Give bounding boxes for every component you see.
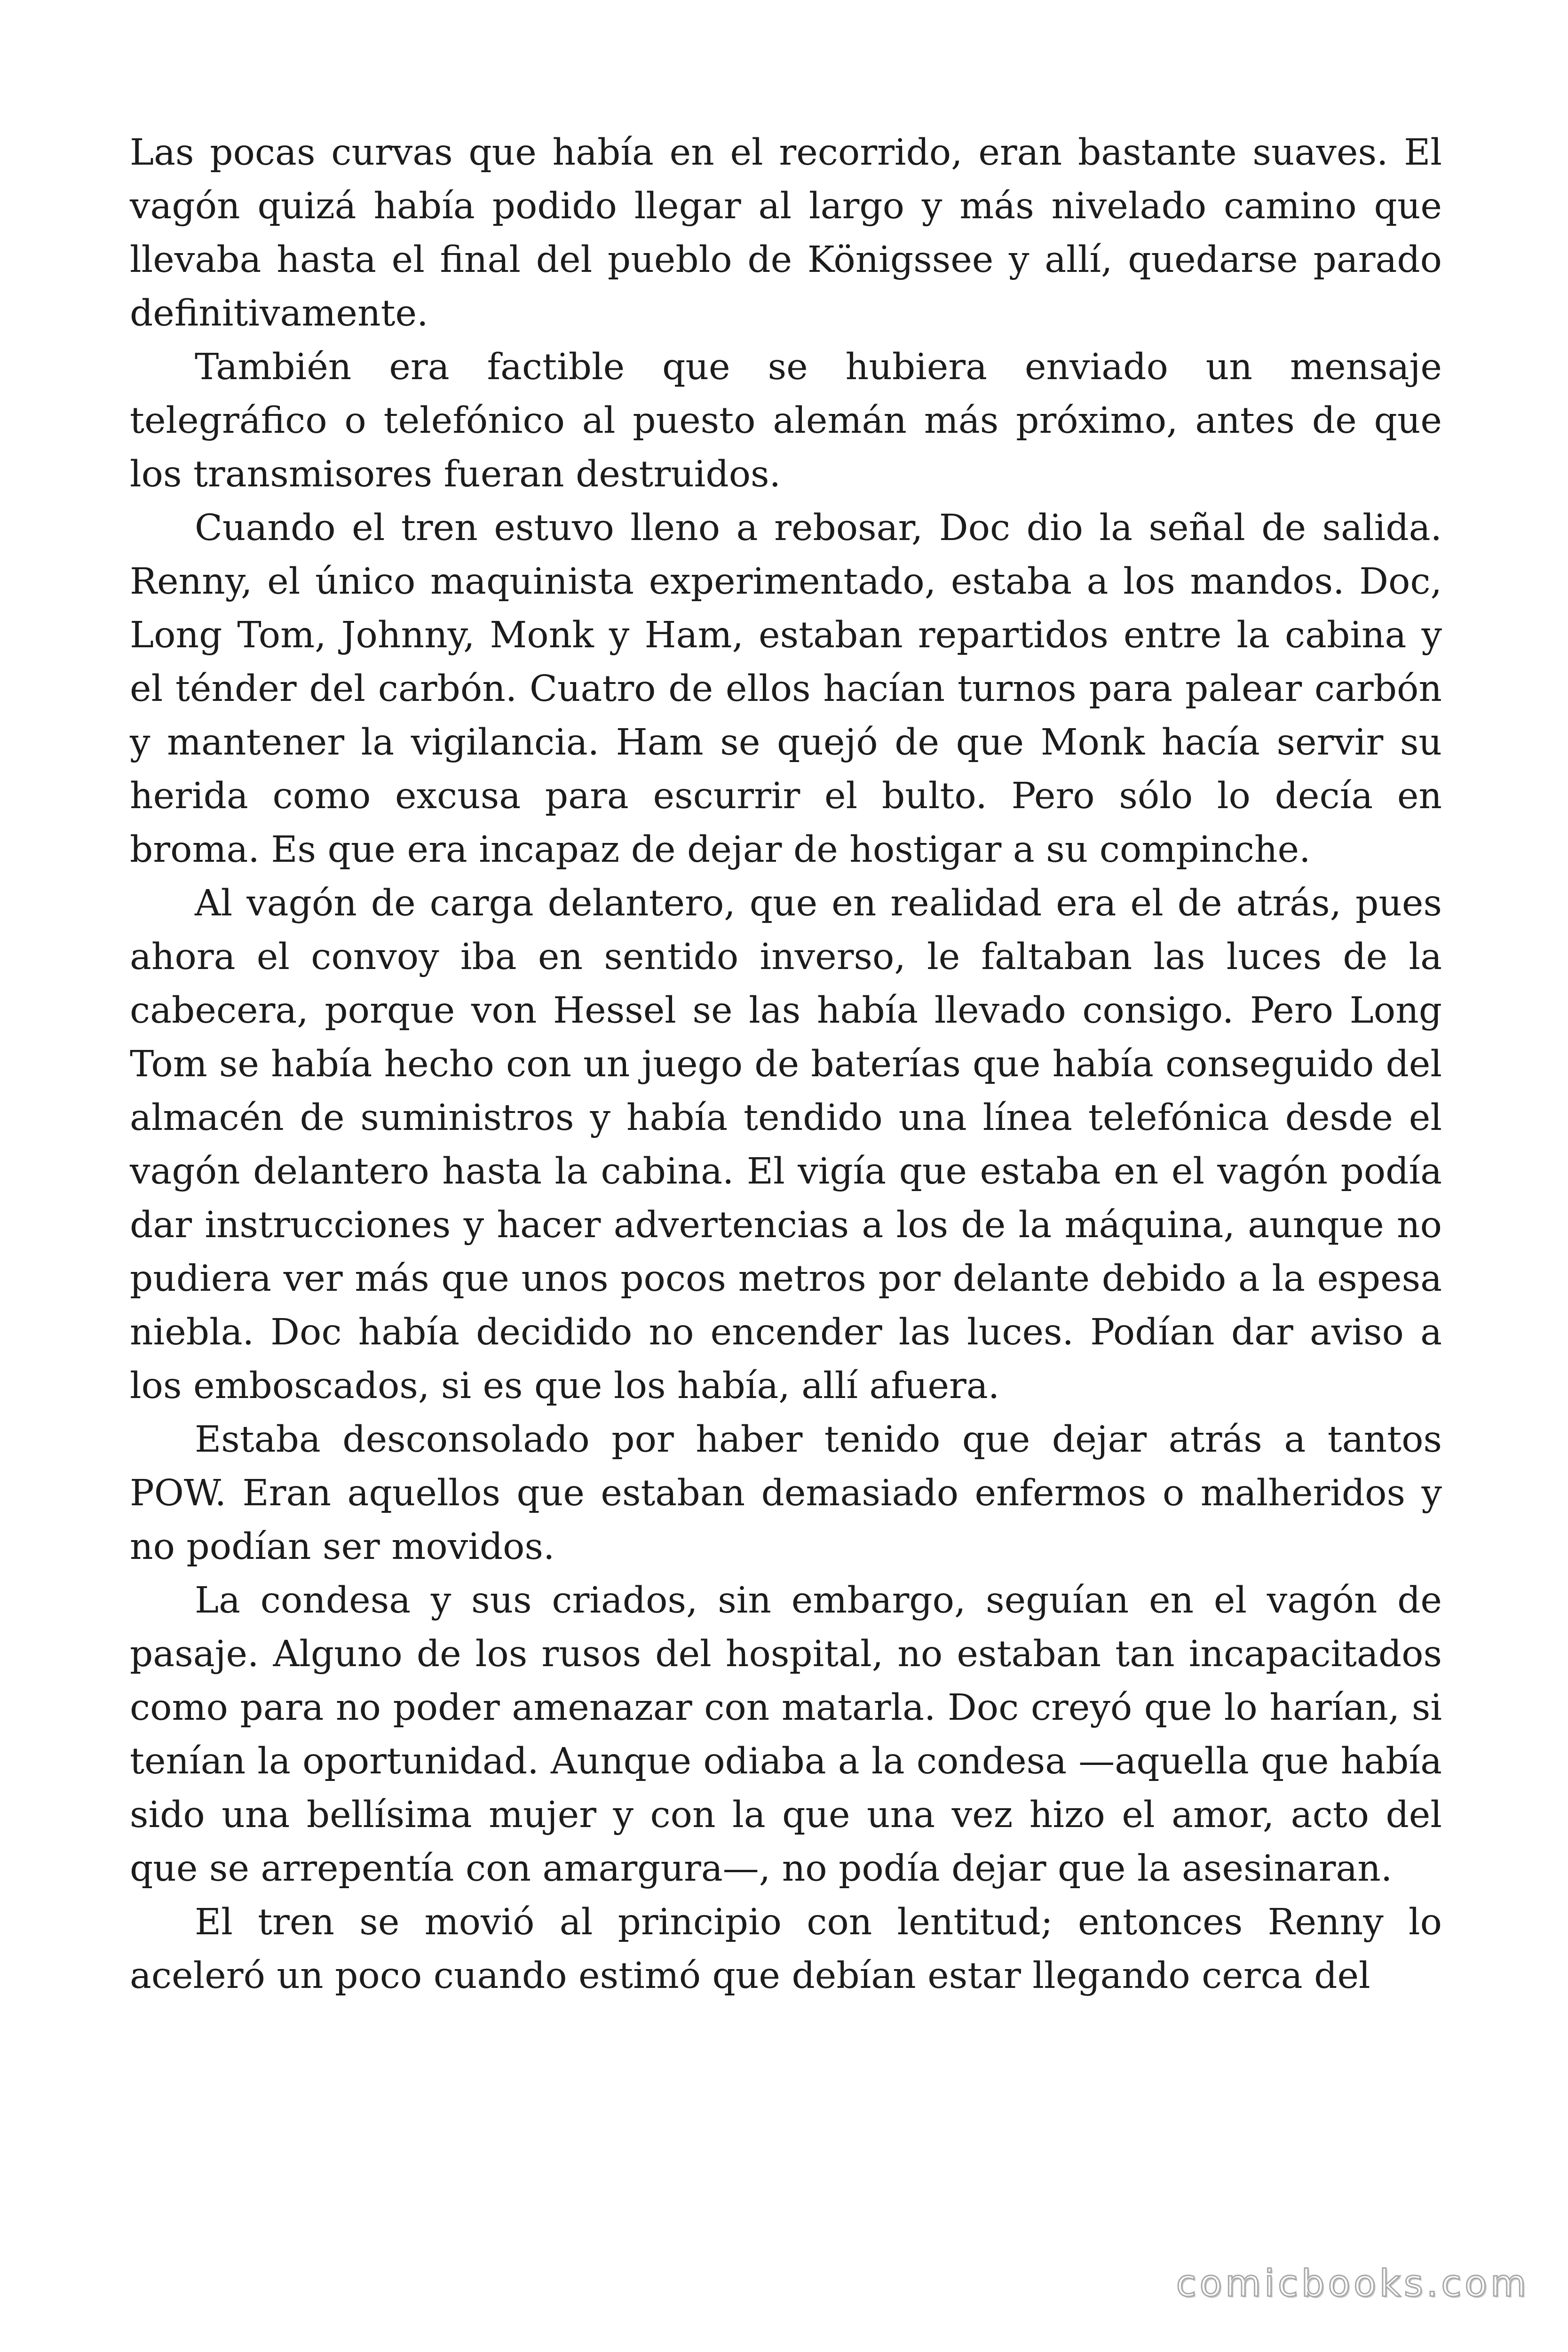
paragraph: El tren se movió al principio con lentitud; entonces Renny lo aceleró un poco cuando estimó que debían estar llegando cerca del [130,1901,1442,1997]
paragraph: Estaba desconsolado por haber tenido que dejar atrás a tantos POW. Eran aquellos que estaban demasiado enfermos o malheridos y no podían ser movidos. [130,1419,1442,1568]
paragraph: Las pocas curvas que había en el recorrido, eran bastante suaves. El vagón quizá había podido llegar al largo y más nivelado camino que llevaba hasta el final del pueblo de Königssee y allí, quedarse parado definitivamente. [130,132,1442,334]
paragraph: Al vagón de carga delantero, que en realidad era el de atrás, pues ahora el convoy iba en sentido inverso, le faltaban las luces de la cabecera, porque von Hessel se las había llevado consigo. Pero Long Tom se había hecho con un juego de baterías que había conseguido del almacén de suministros y había tendido una línea telefónica desde el vagón delantero hasta la cabina. El vigía que estaba en el vagón podía dar instrucciones y hacer advertencias a los de la máquina, aunque no pudiera ver más que unos pocos metros por delante debido a la espesa niebla. Doc había decidido no encender las luces. Podían dar aviso a los emboscados, si es que los había, allí afuera. [130,882,1442,1407]
watermark-logo: comicbooks.com [1176,2263,1529,2305]
page-body [130,126,1442,2003]
paragraph: También era factible que se hubiera enviado un mensaje telegráfico o telefónico al puesto alemán más próximo, antes de que los transmisores fueran destruidos. [130,346,1442,495]
paragraph: La condesa y sus criados, sin embargo, seguían en el vagón de pasaje. Alguno de los rusos del hospital, no estaban tan incapacitados como para no poder amenazar con matarla. Doc creyó que lo harían, si tenían la oportunidad. Aunque odiaba a la condesa —aquella que había sido una bellísima mujer y con la que una vez hizo el amor, acto del que se arrepentía con amargura—, no podía dejar que la asesinaran. [130,1580,1442,1890]
paragraph: Cuando el tren estuvo lleno a rebosar, Doc dio la señal de salida. Renny, el único maquinista experimentado, estaba a los mandos. Doc, Long Tom, Johnny, Monk y Ham, estaban repartidos entre la cabina y el ténder del carbón. Cuatro de ellos hacían turnos para palear carbón y mantener la vigilancia. Ham se quejó de que Monk hacía servir su herida como excusa para escurrir el bulto. Pero sólo lo decía en broma. Es que era incapaz de dejar de hostigar a su compinche. [130,507,1442,871]
